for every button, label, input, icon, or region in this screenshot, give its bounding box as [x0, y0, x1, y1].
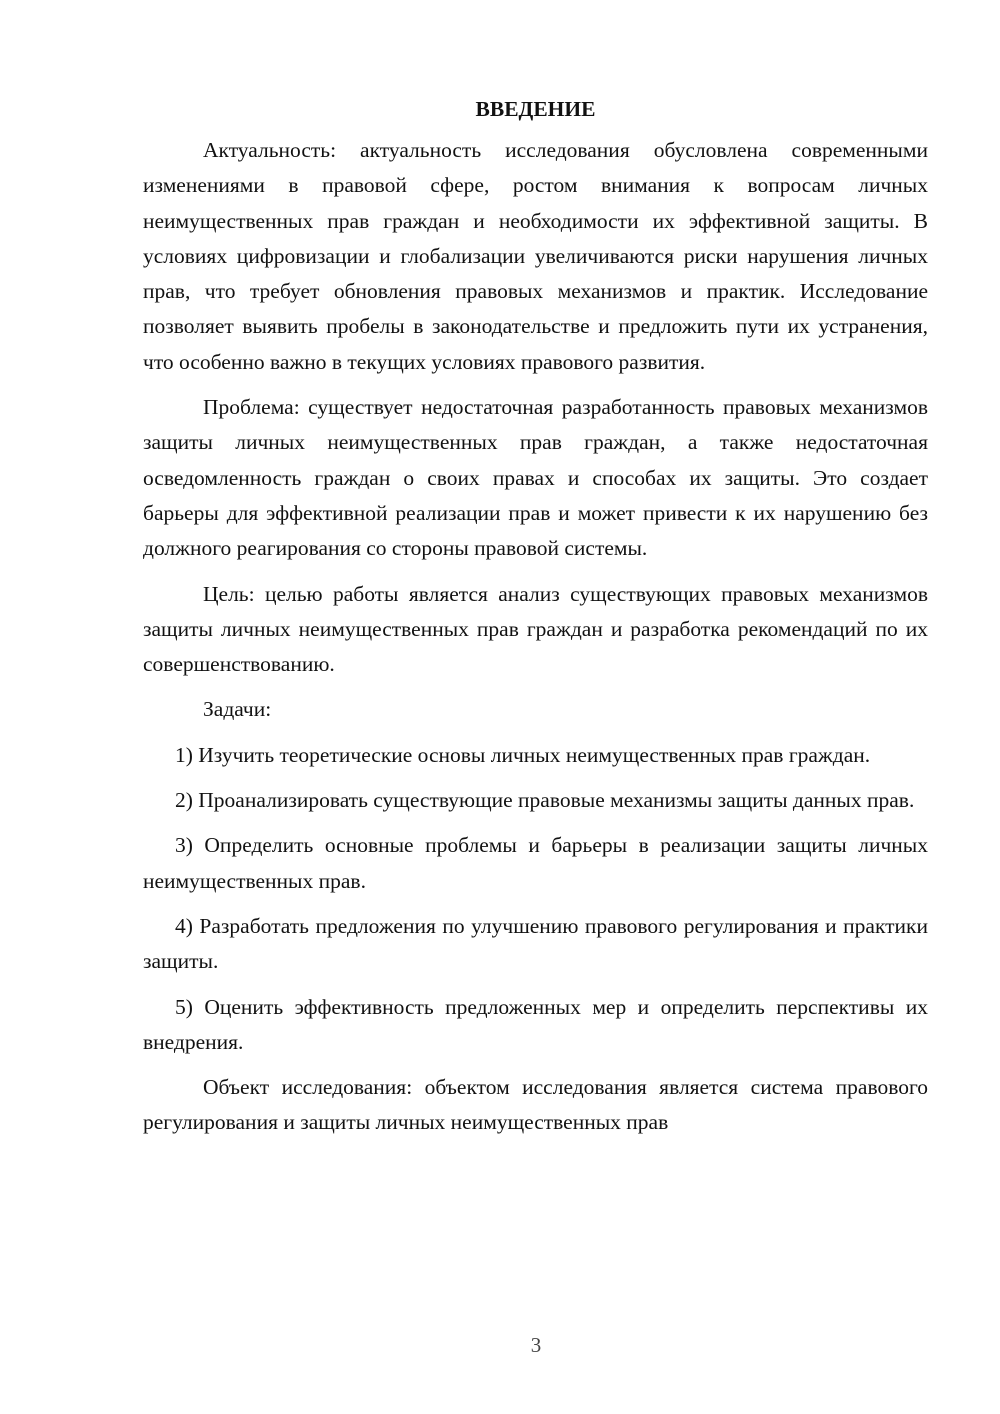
page-number: 3 — [530, 1333, 542, 1357]
object-paragraph: Объект исследования: объектом исследования является система правового регулирования и защиты личных неимущественных прав — [143, 1075, 928, 1135]
task-item-3: 3) Определить основные проблемы и барьеры в реализации защиты личных неимущественных прав. — [143, 833, 928, 893]
tasks-label: Задачи: — [203, 697, 272, 722]
task-item-4: 4) Разработать предложения по улучшению правового регулирования и практики защиты. — [143, 913, 928, 974]
problem-paragraph: Проблема: существует недостаточная разработанность правовых механизмов защиты личных неимущественных прав граждан, а также недостаточная осведомленность граждан о своих правах и способах их защиты. Это создает барьеры для эффективной реализации прав и может привести к их нарушению без должного реагирования со стороны правовой системы. — [143, 395, 928, 561]
task-item-2: 2) Проанализировать существующие правовые механизмы защиты данных прав. — [175, 788, 915, 813]
task-item-1: 1) Изучить теоретические основы личных неимущественных прав граждан. — [175, 742, 871, 767]
page-content — [143, 92, 928, 1141]
task-item-5: 5) Оценить эффективность предложенных мер и определить перспективы их внедрения. — [143, 994, 928, 1054]
section-heading: ВВЕДЕНИЕ — [475, 97, 596, 121]
relevance-paragraph: Актуальность: актуальность исследования обусловлена современными изменениями в правовой сфере, ростом внимания к вопросам личных неимущественных прав граждан и необходимости их эффективной защиты. В условиях цифровизации и глобализации увеличиваются риски нарушения личных прав, что требует обновления правовых механизмов и практик. Исследование позволяет выявить пробелы в законодательстве и предложить пути их устранения, что особенно важно в текущих условиях правового развития. — [143, 138, 928, 374]
goal-paragraph: Цель: целью работы является анализ существующих правовых механизмов защиты личных неимущественных прав граждан и разработка рекомендаций по их совершенствованию. — [143, 581, 928, 677]
